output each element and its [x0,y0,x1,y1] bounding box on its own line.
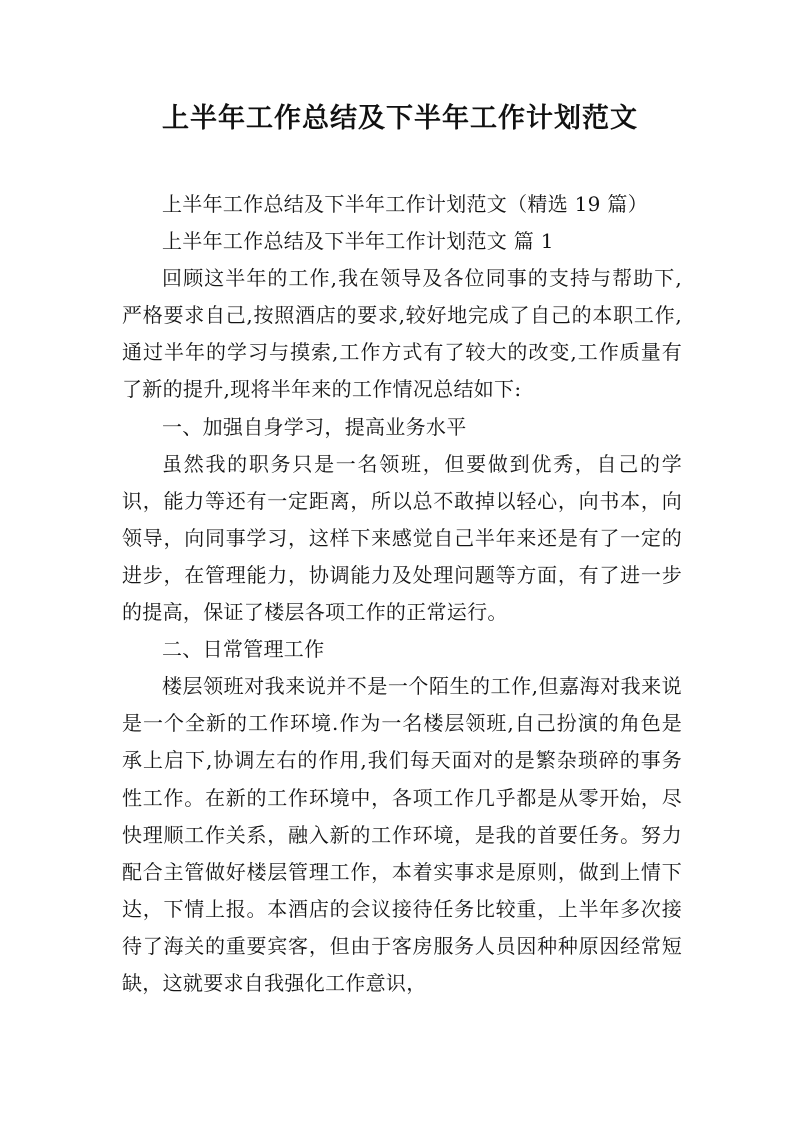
paragraph-intro: 回顾这半年的工作,我在领导及各位同事的支持与帮助下,严格要求自己,按照酒店的要求,较好地完成了自己的本职工作,通过半年的学习与摸索,工作方式有了较大的改变,工作质量有了新的提升,现将半年来的工作情况总结如下: [122,266,682,402]
heading-self-study: 一、加强自身学习，提高业务水平 [162,414,467,439]
paragraph-daily-management: 楼层领班对我来说并不是一个陌生的工作,但嘉海对我来说是一个全新的工作环境.作为一名楼层领班,自己扮演的角色是承上启下,协调左右的作用,我们每天面对的是繁杂琐碎的事务性工作。在新的工作环境中，各项工作几乎都是从零开始，尽快理顺工作关系，融入新的工作环境，是我的首要任务。努力配合主管做好楼层管理工作，本着实事求是原则，做到上情下达，下情上报。本酒店的会议接待任务比较重，上半年多次接待了海关的重要宾客，但由于客房服务人员因种种原因经常短缺，这就要求自我强化工作意识， [122,674,682,995]
heading-daily-management: 二、日常管理工作 [162,637,325,662]
paragraph-subtitle: 上半年工作总结及下半年工作计划范文（精选 19 篇） [162,192,648,216]
document-title: 上半年工作总结及下半年工作计划范文 [162,103,638,134]
document-body [122,186,682,1002]
paragraph-self-study: 虽然我的职务只是一名领班，但要做到优秀，自己的学识，能力等还有一定距离，所以总不敢掉以轻心，向书本，向领导，向同事学习，这样下来感觉自己半年来还是有了一定的进步，在管理能力，协调能力及处理问题等方面，有了进一步的提高，保证了楼层各项工作的正常运行。 [122,451,682,625]
paragraph-section-heading: 上半年工作总结及下半年工作计划范文 篇 1 [162,229,554,254]
